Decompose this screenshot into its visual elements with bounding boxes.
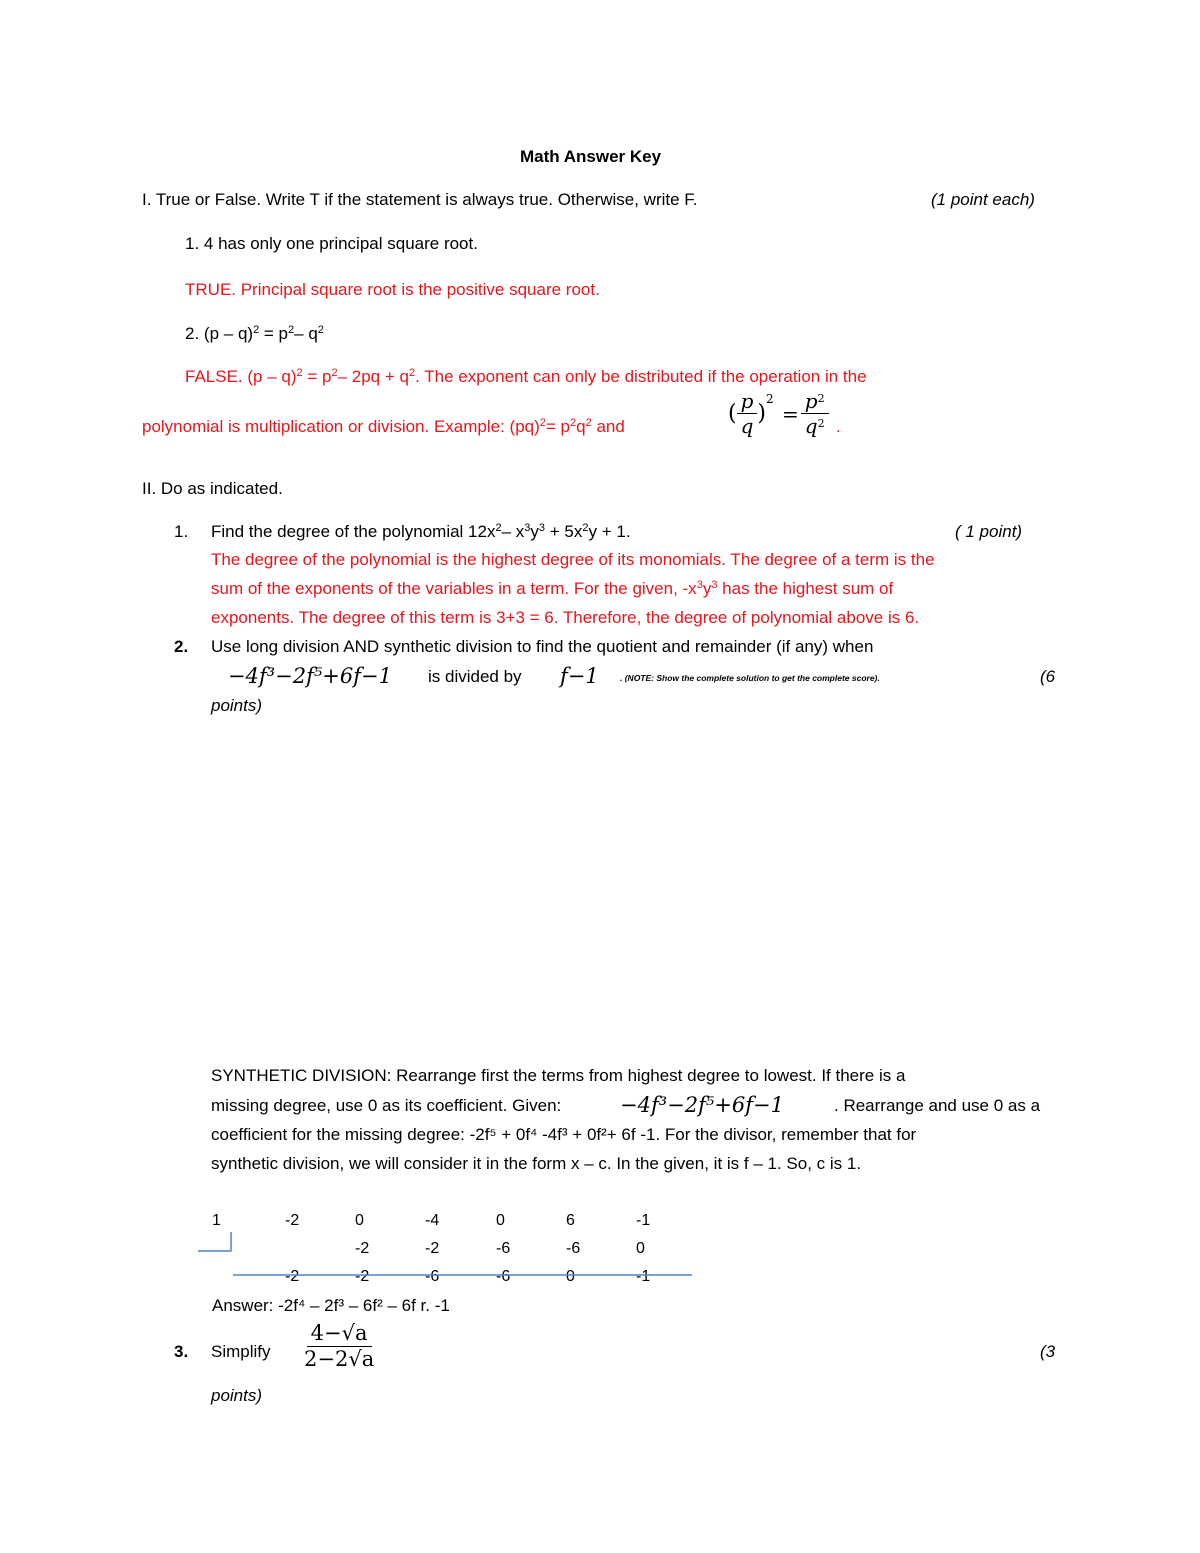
syn-r2-c6: 0 [636, 1240, 645, 1257]
s2-q1-exp: 3 [524, 522, 531, 534]
synthetic-line4: synthetic division, we will consider it in the form x – c. In the given, it is f – 1. So, c is 1. [211, 1154, 862, 1173]
q2-answer-a: FALSE. (p – q) [185, 367, 297, 386]
q2-answer-line2-c: q [576, 417, 586, 436]
q2-answer-line2-d: and [596, 417, 625, 436]
q2-answer-line2-a: polynomial is multiplication or division. Example: (pq) [142, 417, 540, 436]
s2-q2-text: Use long division AND synthetic division to find the quotient and remainder (if any) when [211, 637, 874, 656]
syn-r3-c4: -6 [496, 1268, 511, 1285]
s2-q1-answer-2a: sum of the exponents of the variables in a term. For the given, -x [211, 579, 697, 598]
q1-answer: TRUE. Principal square root is the positive square root. [185, 280, 600, 299]
s2-q1-text-a: Find the degree of the polynomial 12x [211, 522, 496, 541]
simplify-fraction [300, 1322, 378, 1371]
s2-q2-note: . (NOTE: Show the complete solution to get the complete score). [620, 673, 880, 683]
s2-q1-text-c: y [530, 522, 539, 541]
section-1-points: (1 point each) [931, 190, 1035, 209]
divisor-bracket [198, 1232, 231, 1251]
synthetic-given-expression: −4f³−2f⁵+6f−1 [620, 1093, 784, 1117]
s2-q1-answer-exp: 3 [711, 579, 718, 591]
s2-q1-exp: 3 [538, 522, 546, 534]
q2-number: 2. [185, 324, 200, 343]
syn-r1-c0: 1 [212, 1212, 221, 1229]
fraction-numerator: p [737, 390, 758, 414]
synthetic-line3: coefficient for the missing degree: -2f⁵ + 0f⁴ -4f³ + 0f²+ 6f -1. For the divisor, remember that for [211, 1125, 917, 1144]
fraction-denominator: q [740, 414, 754, 438]
s2-q1-answer-2b: y [702, 579, 712, 598]
fraction-denominator-var: q [804, 414, 818, 438]
q2-answer-exp: 2 [408, 367, 416, 379]
s2-q2-number: 2. [174, 637, 189, 656]
s2-q1-answer-line3: exponents. The degree of this term is 3+3 = 6. Therefore, the degree of polynomial above is 6. [211, 608, 920, 627]
q2-statement-b: = p [259, 324, 289, 343]
synthetic-line2-b: . Rearrange and use 0 as a [834, 1096, 1041, 1115]
syn-r3-c2: -2 [355, 1268, 370, 1285]
q2-exp: 2 [253, 324, 260, 336]
section-1-heading: I. True or False. Write T if the statement is always true. Otherwise, write F. [142, 190, 698, 209]
s2-q3-text: Simplify [211, 1342, 271, 1361]
syn-r2-c4: -6 [496, 1240, 511, 1257]
q2-answer-exp: 2 [296, 367, 303, 379]
q2-answer-b: = p [302, 367, 332, 386]
syn-r1-c2: 0 [355, 1212, 364, 1229]
q1-statement: 1. 4 has only one principal square root. [185, 234, 478, 253]
s2-q1-answer-exp: 3 [696, 579, 703, 591]
s2-q2-divided-by: is divided by [428, 667, 522, 686]
equals-sign: = [782, 401, 799, 426]
simplify-denominator: 2−2√a [304, 1347, 375, 1372]
q2-answer-exp: 2 [585, 417, 592, 429]
syn-r3-c1: -2 [285, 1268, 300, 1285]
syn-r2-c5: -6 [566, 1240, 581, 1257]
q2-statement-a: (p – q) [203, 324, 254, 343]
formula-period: . [836, 417, 841, 436]
q2-exp: 2 [288, 324, 295, 336]
formula-exp: 2 [817, 392, 825, 405]
syn-r1-c6: -1 [636, 1212, 651, 1229]
formula-paren: ) [757, 401, 766, 426]
syn-r3-c6: -1 [636, 1268, 651, 1285]
s2-q1-text-b: – x [501, 522, 525, 541]
page-title: Math Answer Key [520, 147, 662, 166]
s2-q3-points-a: (3 [1040, 1342, 1056, 1361]
section-2-heading: II. Do as indicated. [142, 479, 283, 498]
s2-q3-number: 3. [174, 1342, 189, 1361]
s2-q2-points-a: (6 [1040, 667, 1056, 686]
syn-r1-c5: 6 [566, 1212, 575, 1229]
s2-q1-text-e: y + 1. [588, 522, 631, 541]
s2-q1-number: 1. [174, 522, 189, 541]
q2-statement-c: – q [294, 324, 318, 343]
synthetic-line1: SYNTHETIC DIVISION: Rearrange first the terms from highest degree to lowest. If there is a [211, 1066, 906, 1085]
s2-q1-exp: 2 [582, 522, 589, 534]
syn-r1-c1: -2 [285, 1212, 300, 1229]
formula-exp: 2 [766, 392, 774, 406]
syn-r2-c2: -2 [355, 1240, 370, 1257]
simplify-numerator: 4−√a [307, 1322, 372, 1347]
s2-q1-answer-2c: has the highest sum of [717, 579, 894, 598]
s2-q1-exp: 2 [495, 522, 502, 534]
synthetic-answer: Answer: -2f⁴ – 2f³ – 6f² – 6f r. -1 [212, 1296, 450, 1315]
q2-answer-exp: 2 [539, 417, 546, 429]
s2-q1-points: ( 1 point) [955, 522, 1023, 541]
syn-r3-c3: -6 [425, 1268, 440, 1285]
q2-answer-c: – 2pq + q [337, 367, 409, 386]
syn-r2-c3: -2 [425, 1240, 440, 1257]
s2-q2-points-b: points) [211, 696, 263, 715]
q2-answer-exp: 2 [331, 367, 338, 379]
syn-r1-c3: -4 [425, 1212, 440, 1229]
s2-q1-answer-line1: The degree of the polynomial is the highest degree of its monomials. The degree of a term is the [211, 550, 935, 569]
s2-q2-divisor: f−1 [560, 664, 599, 688]
q2-answer-exp: 2 [570, 417, 577, 429]
syn-r3-c5: 0 [566, 1268, 575, 1285]
formula-paren: ( [728, 401, 737, 426]
s2-q1-text-d: + 5x [545, 522, 583, 541]
s2-q3-points-b: points) [211, 1386, 263, 1405]
synthetic-line2-a: missing degree, use 0 as its coefficient. Given: [211, 1096, 562, 1115]
s2-q2-expression: −4f³−2f⁵+6f−1 [228, 664, 392, 688]
fraction-numerator-var: p [804, 389, 818, 413]
q2-exp: 2 [317, 324, 324, 336]
q2-answer-d: . The exponent can only be distributed if the operation in the [415, 367, 867, 386]
q2-answer-line2-b: = p [545, 417, 571, 436]
syn-r1-c4: 0 [496, 1212, 505, 1229]
formula-exp: 2 [817, 417, 825, 430]
simplify-frac [300, 1322, 378, 1371]
